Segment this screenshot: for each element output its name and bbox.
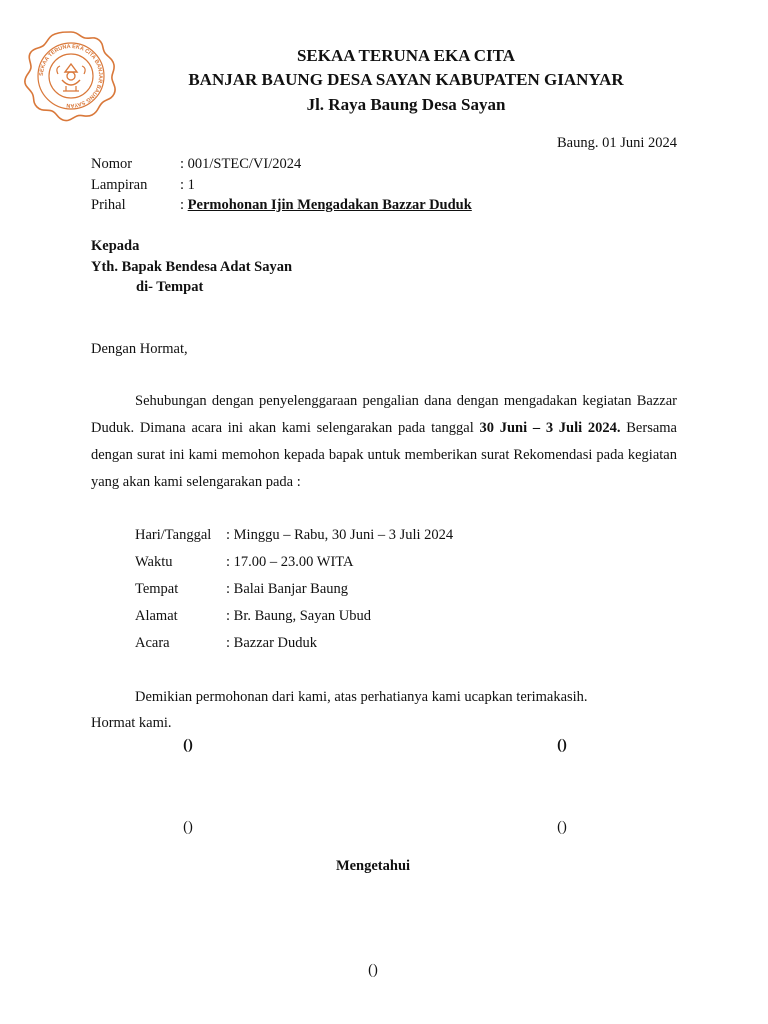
detail-label: Waktu xyxy=(135,554,173,570)
svg-text:SEKAA TERUNA EKA CITA BANJAR B: SEKAA TERUNA EKA CITA BANJAR BAUNG SAYAN xyxy=(38,43,104,109)
detail-row-event xyxy=(135,635,317,652)
detail-row-place xyxy=(135,581,348,598)
detail-value: : 17.00 – 23.00 WITA xyxy=(226,554,354,570)
detail-value: : Br. Baung, Sayan Ubud xyxy=(226,608,371,624)
signature-bottom-name: () xyxy=(368,962,378,978)
detail-row-date xyxy=(135,527,453,544)
signature-left-name: () xyxy=(183,819,193,835)
meta-lampiran-value: : 1 xyxy=(180,177,195,193)
meta-prihal-colon: : xyxy=(180,197,188,213)
body-text-2: Bersama dengan surat ini kami memohon kepada bapak untuk memberikan surat Rekomendasi pada kegiatan yang akan kami selengarakan pada : xyxy=(91,420,677,490)
detail-value: : Balai Banjar Baung xyxy=(226,581,349,597)
recipient-name: Yth. Bapak Bendesa Adat Sayan xyxy=(91,259,293,275)
detail-label: Alamat xyxy=(135,608,178,624)
acknowledge-label: Mengetahui xyxy=(335,858,411,874)
closing-sentence: Demikian permohonan dari kami, atas perhatianya kami ucapkan terimakasih. xyxy=(135,689,588,705)
detail-label: Acara xyxy=(135,635,170,651)
organization-logo xyxy=(22,28,120,124)
signature-left-title: () xyxy=(183,737,193,753)
org-region: BANJAR BAUNG DESA SAYAN KABUPATEN GIANYAR xyxy=(188,70,624,89)
body-dates: 30 Juni – 3 Juli 2024. xyxy=(479,420,621,436)
meta-prihal-value xyxy=(180,197,472,214)
meta-nomor-label: Nomor xyxy=(91,156,133,172)
detail-label: Tempat xyxy=(135,581,179,597)
signature-right-name: () xyxy=(557,819,567,835)
subject-text: Permohonan Ijin Mengadakan Bazzar Duduk xyxy=(187,197,472,213)
regards: Hormat kami. xyxy=(91,715,172,731)
place-date: Baung. 01 Juni 2024 xyxy=(556,135,677,151)
recipient-place: di- Tempat xyxy=(136,279,204,295)
org-address: Jl. Raya Baung Desa Sayan xyxy=(306,95,506,114)
meta-lampiran-label: Lampiran xyxy=(91,177,148,193)
detail-row-address xyxy=(135,608,371,625)
detail-row-time xyxy=(135,554,353,571)
detail-value: : Minggu – Rabu, 30 Juni – 3 Juli 2024 xyxy=(226,527,454,543)
detail-label: Hari/Tanggal xyxy=(135,527,212,543)
recipient-to: Kepada xyxy=(91,238,140,254)
body-paragraph xyxy=(91,388,677,496)
signature-right-title: () xyxy=(557,737,567,753)
org-name: SEKAA TERUNA EKA CITA xyxy=(296,46,516,65)
seal-icon xyxy=(22,28,120,124)
body-text-1: Sehubungan dengan penyelenggaraan pengalian dana dengan mengadakan kegiatan Bazzar Duduk. Dimana acara ini akan kami selengarakan pada tanggal xyxy=(91,393,677,436)
greeting: Dengan Hormat, xyxy=(91,341,188,357)
detail-value: : Bazzar Duduk xyxy=(226,635,317,651)
meta-nomor-value: : 001/STEC/VI/2024 xyxy=(180,156,302,172)
meta-prihal-label: Prihal xyxy=(91,197,126,213)
